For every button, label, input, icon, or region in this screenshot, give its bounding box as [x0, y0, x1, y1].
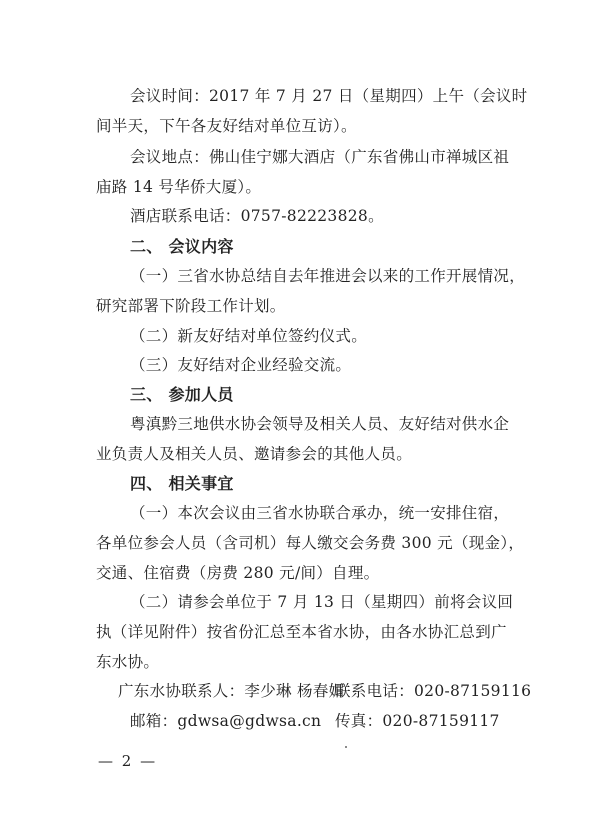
contact-person: 广东水协联系人：李少琳 杨春媚 [118, 682, 345, 700]
participants-line-1: 粤滇黔三地供水协会领导及相关人员、友好结对供水企 [130, 415, 510, 433]
contact-email: 邮箱：gdwsa@gdwsa.cn [130, 712, 322, 730]
meeting-time-line-2: 间半天，下午各友好结对单位互访）。 [96, 117, 357, 135]
matters-item-1-line-2: 各单位参会人员（含司机）每人缴交会务费 300 元（现金）， [96, 534, 525, 552]
content-item-1-line-1: （一）三省水协总结自去年推进会以来的工作开展情况， [130, 267, 526, 285]
section-heading-matters: 四、 相关事宜 [130, 474, 234, 493]
section-heading-participants: 三、 参加人员 [130, 385, 234, 404]
contact-phone: 联系电话：020-87159116 [335, 682, 532, 700]
participants-line-2: 业负责人及相关人员、邀请参会的其他人员。 [96, 445, 413, 463]
content-item-3: （三）友好结对企业经验交流。 [130, 356, 352, 374]
matters-item-2-line-3: 东水协。 [96, 653, 160, 671]
meeting-place-line-2: 庙路 14 号华侨大厦）。 [96, 178, 262, 196]
matters-item-2-line-1: （二）请参会单位于 7 月 13 日（星期四）前将会议回 [130, 593, 514, 611]
contact-fax: 传真：020-87159117 [335, 712, 500, 730]
hotel-phone-line: 酒店联系电话：0757-82223828。 [130, 207, 384, 225]
meeting-time-line-1: 会议时间：2017 年 7 月 27 日（星期四）上午（会议时 [130, 87, 528, 105]
matters-item-2-line-2: 执（详见附件）按省份汇总至本省水协，由各水协汇总到广 [96, 623, 507, 641]
section-heading-content: 二、 会议内容 [130, 237, 234, 256]
page-number: — 2 — [98, 752, 158, 770]
meeting-place-line-1: 会议地点：佛山佳宁娜大酒店（广东省佛山市禅城区祖 [130, 148, 510, 166]
matters-item-1-line-1: （一）本次会议由三省水协联合承办，统一安排住宿， [130, 504, 510, 522]
matters-item-1-line-3: 交通、住宿费（房费 280 元/间）自理。 [96, 564, 380, 582]
content-item-1-line-2: 研究部署下阶段工作计划。 [96, 297, 286, 315]
content-item-2: （二）新友好结对单位签约仪式。 [130, 327, 368, 345]
scan-dot [345, 746, 347, 748]
